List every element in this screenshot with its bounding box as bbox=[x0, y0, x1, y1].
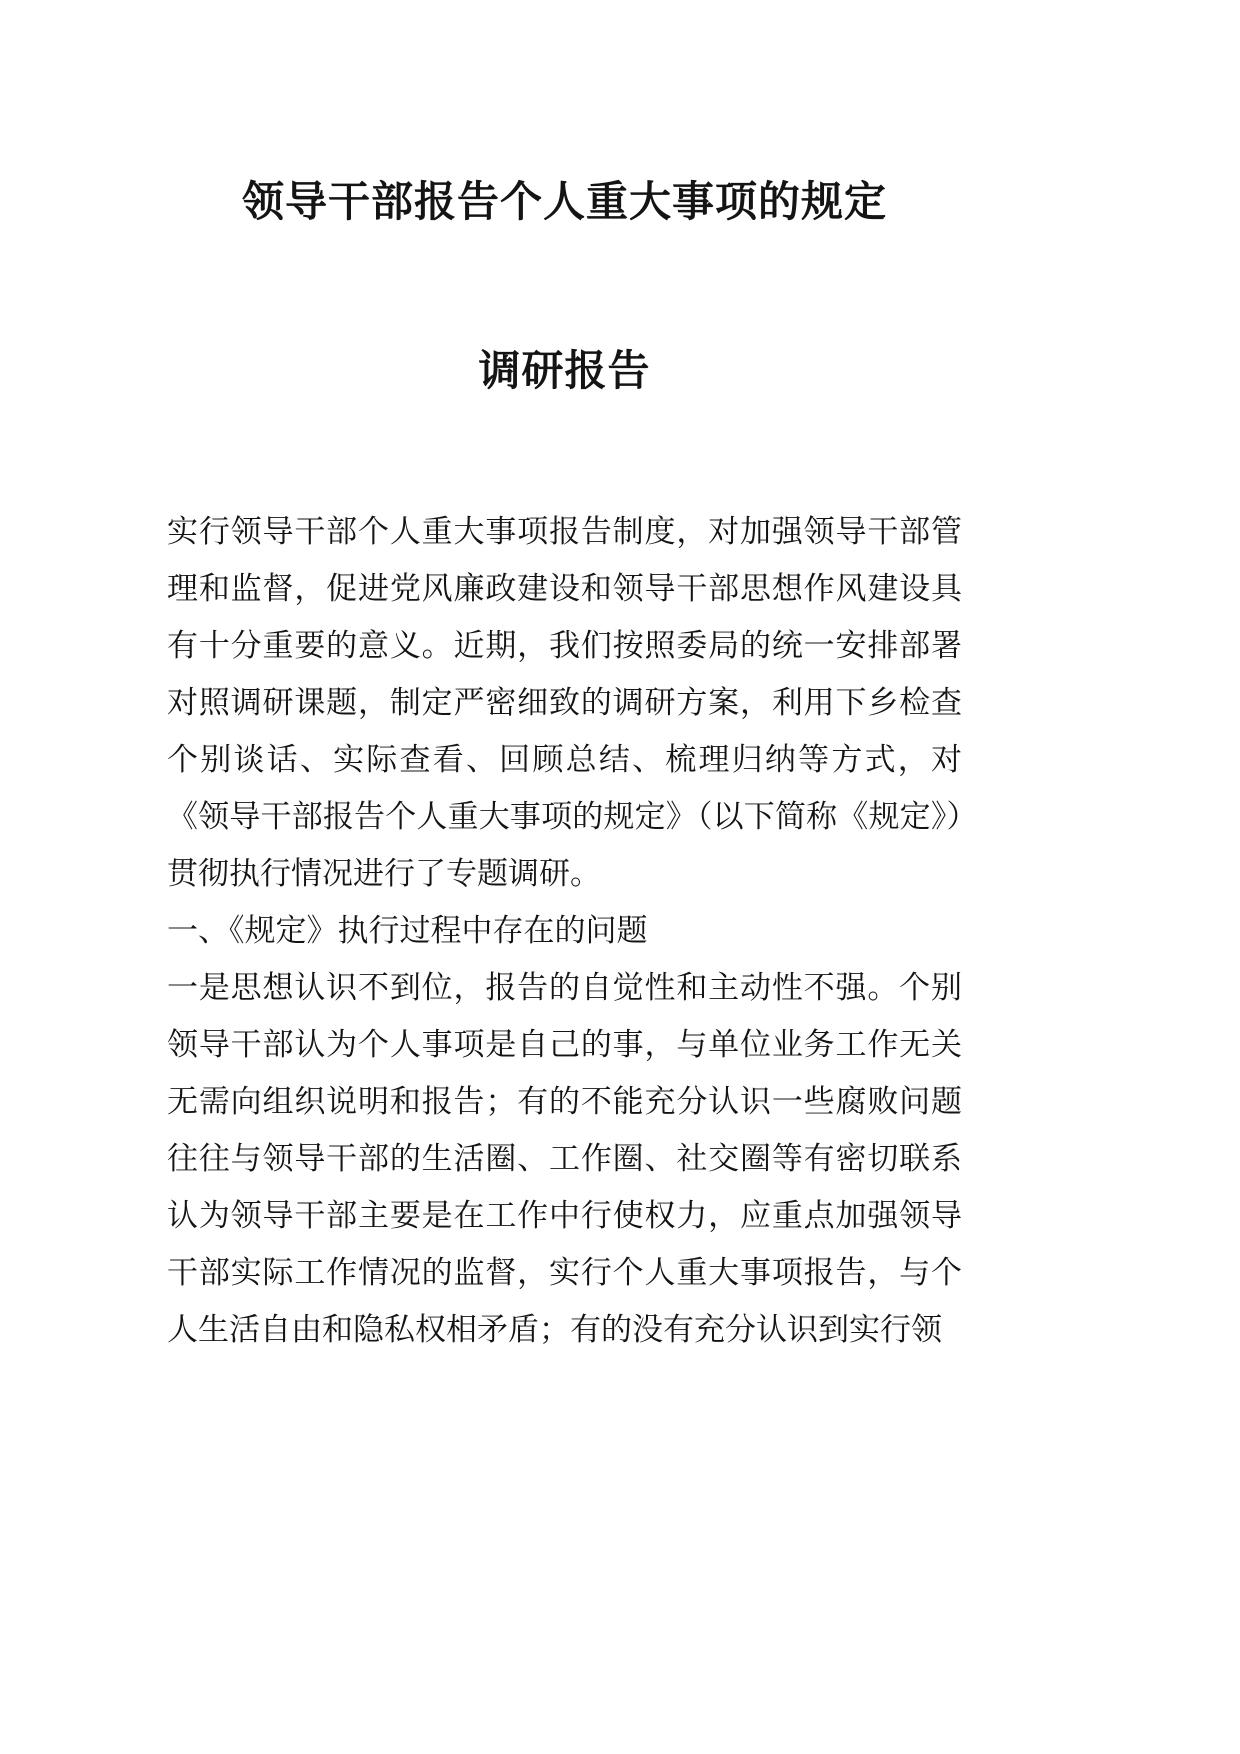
document-title-line2: 调研报告 bbox=[478, 346, 651, 394]
paragraph-intro: 实行领导干部个人重大事项报告制度，对加强领导干部管理和监督，促进党风廉政建设和领导干部思想作风建设具有十分重要的意义。近期，我们按照委局的统一安排部署对照调研课题，制定严密细致的调研方案，利用下乡检查个别谈话、实际查看、回顾总结、梳理归纳等方式，对《领导干部报告个人重大事项的规定》（以下简称《规定》）贯彻执行情况进行了专题调研。 bbox=[167, 514, 962, 891]
document-body bbox=[167, 503, 962, 1358]
section-heading-1: 一、《规定》执行过程中存在的问题 bbox=[167, 913, 648, 948]
paragraph-problems: 一是思想认识不到位，报告的自觉性和主动性不强。个别领导干部认为个人事项是自己的事，与单位业务工作无关无需向组织说明和报告；有的不能充分认识一些腐败问题往往与领导干部的生活圈、工作圈、社交圈等有密切联系认为领导干部主要是在工作中行使权力，应重点加强领导干部实际工作情况的监督，实行个人重大事项报告，与个人生活自由和隐私权相矛盾；有的没有充分认识到实行领 bbox=[167, 970, 962, 1347]
document-title-line1: 领导干部报告个人重大事项的规定 bbox=[241, 178, 887, 225]
